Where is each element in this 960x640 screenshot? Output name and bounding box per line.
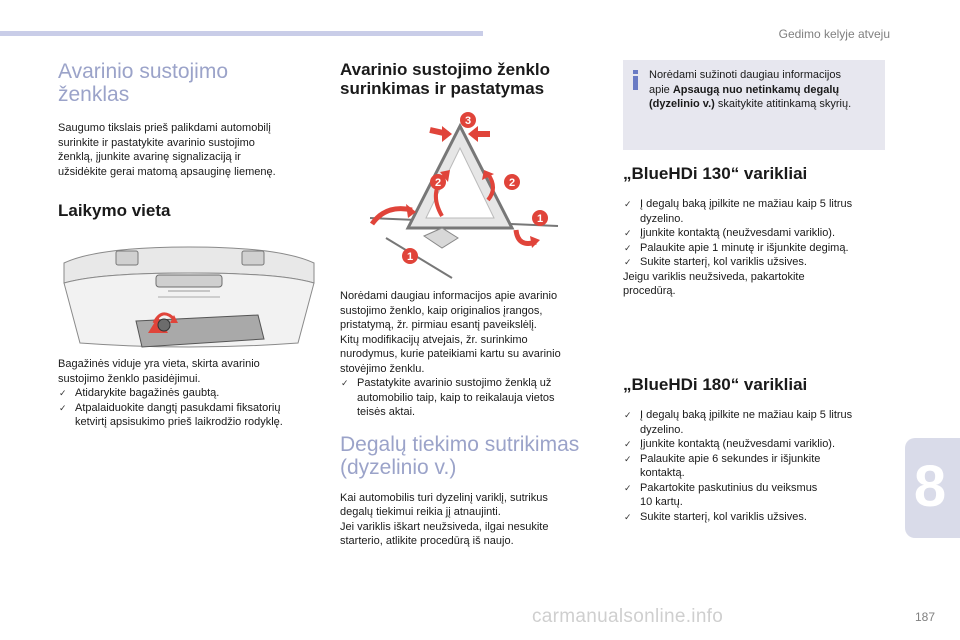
assembly-text-block	[340, 289, 602, 549]
chapter-number: 8	[913, 454, 947, 519]
header-accent-bar	[0, 31, 483, 36]
diagram-label-2b: 2	[508, 177, 516, 189]
diagram-label-2a: 2	[434, 177, 442, 189]
chapter-tab	[905, 438, 960, 538]
column-1	[58, 60, 316, 220]
list-item: ✓ Palaukite apie 1 minutę ir išjunkite degimą.	[623, 241, 888, 256]
section-title-fuel-failure: Degalų tiekimo sutrikimas (dyzelinio v.)	[340, 432, 580, 479]
diagram-label-1b: 1	[406, 251, 414, 263]
watermark: carmanualsonline.info	[532, 606, 724, 627]
list-item: ✓ Sukite starterį, kol variklis užsives.	[623, 510, 888, 525]
list-item: ✓ Pastatykite avarinio sustojimo ženklą už automobilio taip, kaip to reikalauja vietos teisės aktai.	[340, 376, 602, 420]
triangle-assembly-diagram	[368, 108, 560, 283]
diagram-label-3: 3	[464, 115, 472, 127]
section-title-assembly: Avarinio sustojimo ženklo surinkimas ir pastatymas	[340, 60, 551, 98]
fuel-paragraph: Kai automobilis turi dyzelinį variklį, sutrikus degalų tiekimui reikia jį atnaujinti. Jei variklis iškart neužsiveda, ilgai nesukite starterio, atlikite procedūrą iš naujo.	[340, 491, 549, 547]
section-title-storage: Laikymo vieta	[58, 201, 171, 220]
list-item: ✓ Įjunkite kontaktą (neužvesdami variklio).	[623, 437, 888, 452]
list-item: ✓ Įjunkite kontaktą (neužvesdami variklio).	[623, 226, 888, 241]
page-number: 187	[914, 610, 935, 624]
repeat-note: Jeigu variklis neužsiveda, pakartokite procedūrą.	[623, 270, 805, 297]
list-item: ✓ Atidarykite bagažinės gaubtą.	[58, 386, 316, 401]
info-icon	[632, 70, 639, 90]
diagram-label-1a: 1	[536, 213, 544, 225]
assembly-paragraph: Norėdami daugiau informacijos apie avarinio sustojimo ženklo, kaip originalios įrangos, pristatymą, žr. pirmiau esantį paveikslėlį. Kitų modifikacijų atvejais, žr. surinkimo nurodymus, kurie pateikiami kartu su avarinio stovėjimo ženklu.	[340, 290, 561, 375]
list-item: ✓ Sukite starterį, kol variklis užsives.	[623, 255, 888, 270]
list-item: ✓ Pakartokite paskutinius du veiksmus 10 kartų.	[623, 481, 888, 510]
list-item: ✓ Į degalų baką įpilkite ne mažiau kaip 5 litrus dyzelino.	[623, 408, 888, 437]
section-title-warning-triangle: Avarinio sustojimo ženklas	[58, 60, 229, 106]
intro-paragraph: Saugumo tikslais prieš palikdami automobilį surinkite ir pastatykite avarinio sustojimo ženklą, įjunkite avarinę signalizaciją ir užsidėkite gerai matomą apsauginę liemenę.	[58, 122, 276, 178]
list-item: ✓ Į degalų baką įpilkite ne mažiau kaip 5 litrus dyzelino.	[623, 197, 888, 226]
list-item: ✓ Palaukite apie 6 sekundes ir išjunkite kontaktą.	[623, 452, 888, 481]
section-title-bluehdi-130: „BlueHDi 130“ varikliai	[623, 164, 808, 183]
info-text: Norėdami sužinoti daugiau informacijos apie Apsaugą nuo netinkamų degalų (dyzelinio v.) skaitykite atitinkamą skyrių.	[649, 69, 852, 110]
column-3	[623, 164, 888, 299]
storage-paragraph: Bagažinės viduje yra vieta, skirta avarinio sustojimo ženklo pasidėjimui.	[58, 358, 260, 385]
section-title-bluehdi-180: „BlueHDi 180“ varikliai	[623, 375, 808, 394]
running-header: Gedimo kelyje atveju	[778, 27, 890, 41]
info-box	[623, 60, 885, 150]
list-item: ✓ Atpalaiduokite dangtį pasukdami fiksatorių ketvirtį apsisukimo prieš laikrodžio rodyklę.	[58, 401, 316, 430]
column-3-lower	[623, 375, 888, 524]
trunk-storage-illustration	[58, 243, 320, 353]
storage-text-block	[58, 357, 316, 430]
column-2	[340, 60, 602, 98]
